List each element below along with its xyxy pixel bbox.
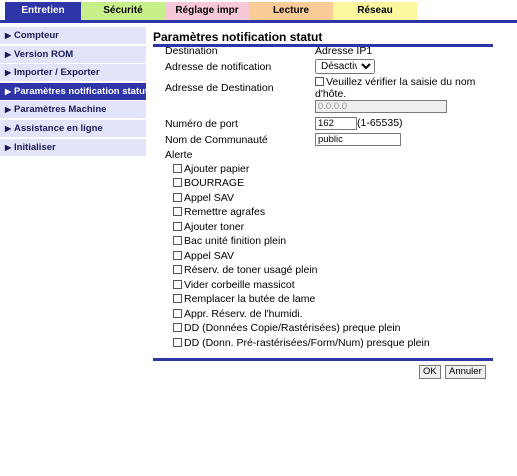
- verify-hostname-row: [315, 76, 483, 100]
- triangle-right-icon: ▶: [5, 123, 12, 133]
- alert-item: [173, 192, 234, 204]
- tab-entretien[interactable]: Entretien: [5, 2, 81, 20]
- ip-address-input[interactable]: [315, 100, 447, 113]
- tab-underline: [0, 20, 517, 23]
- bottom-divider: [153, 358, 493, 361]
- sidebar-item-parametres-machine[interactable]: [0, 101, 146, 118]
- sidebar-item-initialiser[interactable]: [0, 139, 146, 156]
- port-range-hint: (1-65535): [357, 117, 403, 129]
- alert-checkbox[interactable]: [173, 251, 182, 260]
- alert-item: [173, 221, 244, 233]
- community-label: Nom de Communauté: [165, 134, 268, 146]
- notif-address-field: [315, 59, 375, 74]
- alert-checkbox[interactable]: [173, 338, 182, 347]
- ok-button[interactable]: OK: [419, 365, 441, 379]
- sidebar-item-importer-exporter[interactable]: [0, 64, 146, 81]
- sidebar-item-notification-statut[interactable]: [0, 83, 149, 100]
- page-title: Paramètres notification statut: [153, 30, 323, 44]
- triangle-right-icon: ▶: [5, 105, 12, 115]
- alert-label: Ajouter toner: [184, 221, 245, 233]
- alert-item: [173, 293, 315, 305]
- verify-hostname-checkbox[interactable]: [315, 77, 324, 86]
- alert-item: [173, 322, 401, 334]
- alert-heading: Alerte: [165, 149, 193, 161]
- sidebar-item-assistance[interactable]: [0, 120, 146, 137]
- alert-label: Remplacer la butée de lame: [184, 293, 316, 305]
- port-input[interactable]: [315, 117, 357, 130]
- alert-label: Appr. Réserv. de l'humidi.: [184, 308, 303, 320]
- alert-checkbox[interactable]: [173, 193, 182, 202]
- sidebar-item-label: Compteur: [14, 30, 59, 41]
- port-label: Numéro de port: [165, 118, 238, 130]
- ip-field: [315, 100, 447, 113]
- sidebar-item-label: Paramètres Machine: [14, 104, 107, 116]
- alert-item: [173, 163, 249, 175]
- alert-label: Ajouter papier: [184, 163, 250, 175]
- alert-checkbox[interactable]: [173, 280, 182, 289]
- alert-item: [173, 337, 430, 349]
- sidebar-item-label: Assistance en ligne: [14, 122, 103, 134]
- alert-checkbox[interactable]: [173, 164, 182, 173]
- alert-label: Appel SAV: [184, 192, 235, 204]
- alert-item: [173, 177, 244, 189]
- alert-checkbox[interactable]: [173, 178, 182, 187]
- community-field: [315, 133, 401, 146]
- alert-label: DD (Données Copie/Rastérisées) preque plein: [184, 322, 401, 334]
- main-panel: [153, 30, 493, 377]
- cancel-button[interactable]: Annuler: [445, 365, 486, 379]
- alert-checkbox[interactable]: [173, 207, 182, 216]
- alert-label: DD (Donn. Pré-rastérisées/Form/Num) presque plein: [184, 337, 430, 349]
- alert-label: Appel SAV: [184, 250, 235, 262]
- alert-checkbox[interactable]: [173, 236, 182, 245]
- sidebar-item-compteur[interactable]: [0, 27, 146, 44]
- alert-item: [173, 264, 317, 276]
- alert-item: [173, 235, 286, 247]
- tab-reglage-impr[interactable]: Réglage impr: [165, 2, 249, 20]
- verify-hostname-label: Veuillez vérifier la saisie du nom d'hôte.: [315, 76, 476, 100]
- alert-label: Remettre agrafes: [184, 206, 266, 218]
- notif-address-select[interactable]: [315, 59, 375, 74]
- alert-checkbox[interactable]: [173, 222, 182, 231]
- triangle-right-icon: ▶: [5, 49, 12, 59]
- sidebar-item-label: Initialiser: [14, 141, 56, 153]
- tab-lecture[interactable]: Lecture: [249, 2, 333, 20]
- community-input[interactable]: [315, 133, 401, 146]
- alert-checkbox[interactable]: [173, 265, 182, 274]
- alert-label: Bac unité finition plein: [184, 235, 287, 247]
- alert-item: [173, 279, 295, 291]
- triangle-right-icon: ▶: [5, 31, 12, 40]
- triangle-right-icon: ▶: [5, 142, 12, 152]
- sidebar-item-label: Paramètres notification statut: [14, 85, 149, 97]
- alert-label: BOURRAGE: [184, 177, 245, 189]
- sidebar: [0, 27, 149, 157]
- alert-item: [173, 250, 234, 262]
- notif-address-label: Adresse de notification: [165, 61, 272, 73]
- sidebar-item-label: Importer / Exporter: [14, 67, 100, 79]
- triangle-right-icon: ▶: [5, 68, 12, 78]
- top-tab-bar: [5, 2, 417, 20]
- dest-address-label: Adresse de Destination: [165, 82, 274, 94]
- tab-reseau[interactable]: Réseau: [333, 2, 417, 20]
- tab-securite[interactable]: Sécurité: [81, 2, 165, 20]
- destination-label: Destination: [165, 45, 218, 57]
- destination-value: Adresse IP1: [315, 45, 373, 57]
- sidebar-item-label: Version ROM: [14, 48, 74, 60]
- alert-checkbox[interactable]: [173, 294, 182, 303]
- triangle-right-icon: ▶: [5, 86, 12, 96]
- alert-checkbox[interactable]: [173, 323, 182, 332]
- alert-item: [173, 308, 303, 320]
- alert-checkbox[interactable]: [173, 309, 182, 318]
- sidebar-item-version-rom[interactable]: [0, 46, 146, 63]
- port-field: [315, 117, 403, 130]
- alert-label: Réserv. de toner usagé plein: [184, 264, 318, 276]
- alert-label: Vider corbeille massicot: [184, 279, 295, 291]
- alert-item: [173, 206, 265, 218]
